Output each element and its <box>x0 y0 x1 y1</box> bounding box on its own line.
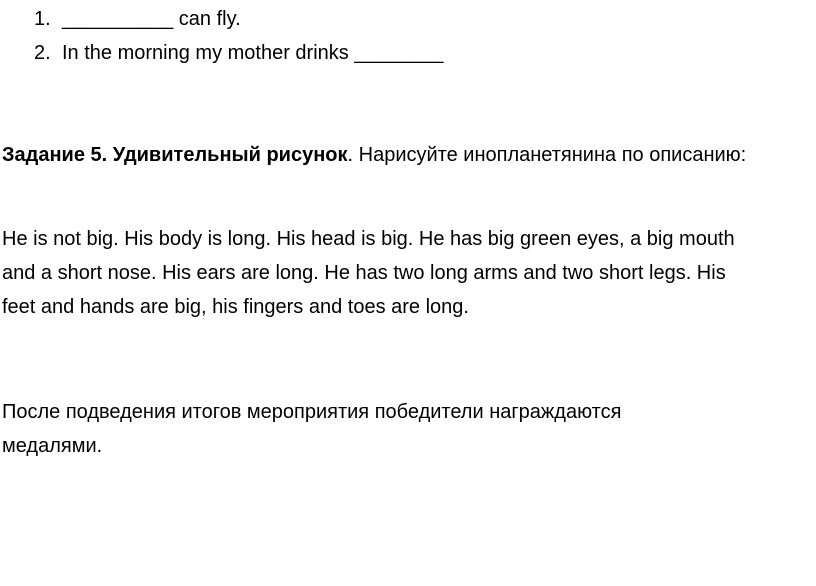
description-line: feet and hands are big, his fingers and toes are long. <box>2 296 469 318</box>
list-item-number: 2. <box>34 42 51 64</box>
list-item <box>0 36 443 70</box>
list-item-text: __________ can fly. <box>62 8 241 30</box>
closing-line: После подведения итогов мероприятия победители награждаются <box>2 401 622 423</box>
description-line: and a short nose. His ears are long. He has two long arms and two short legs. His <box>2 262 726 284</box>
task5-instruction: . Нарисуйте инопланетянина по описанию: <box>347 144 747 166</box>
alien-description <box>2 222 814 324</box>
list-item-text: In the morning my mother drinks ________ <box>62 42 444 64</box>
closing-paragraph <box>2 395 802 463</box>
exercise-list <box>0 2 443 70</box>
list-item <box>0 2 443 36</box>
task5-heading <box>2 138 802 172</box>
list-item-number: 1. <box>34 8 51 30</box>
task5-title: Задание 5. Удивительный рисунок <box>2 144 348 166</box>
description-line: He is not big. His body is long. His head is big. He has big green eyes, a big mouth <box>2 228 735 250</box>
closing-line: медалями. <box>2 435 103 457</box>
